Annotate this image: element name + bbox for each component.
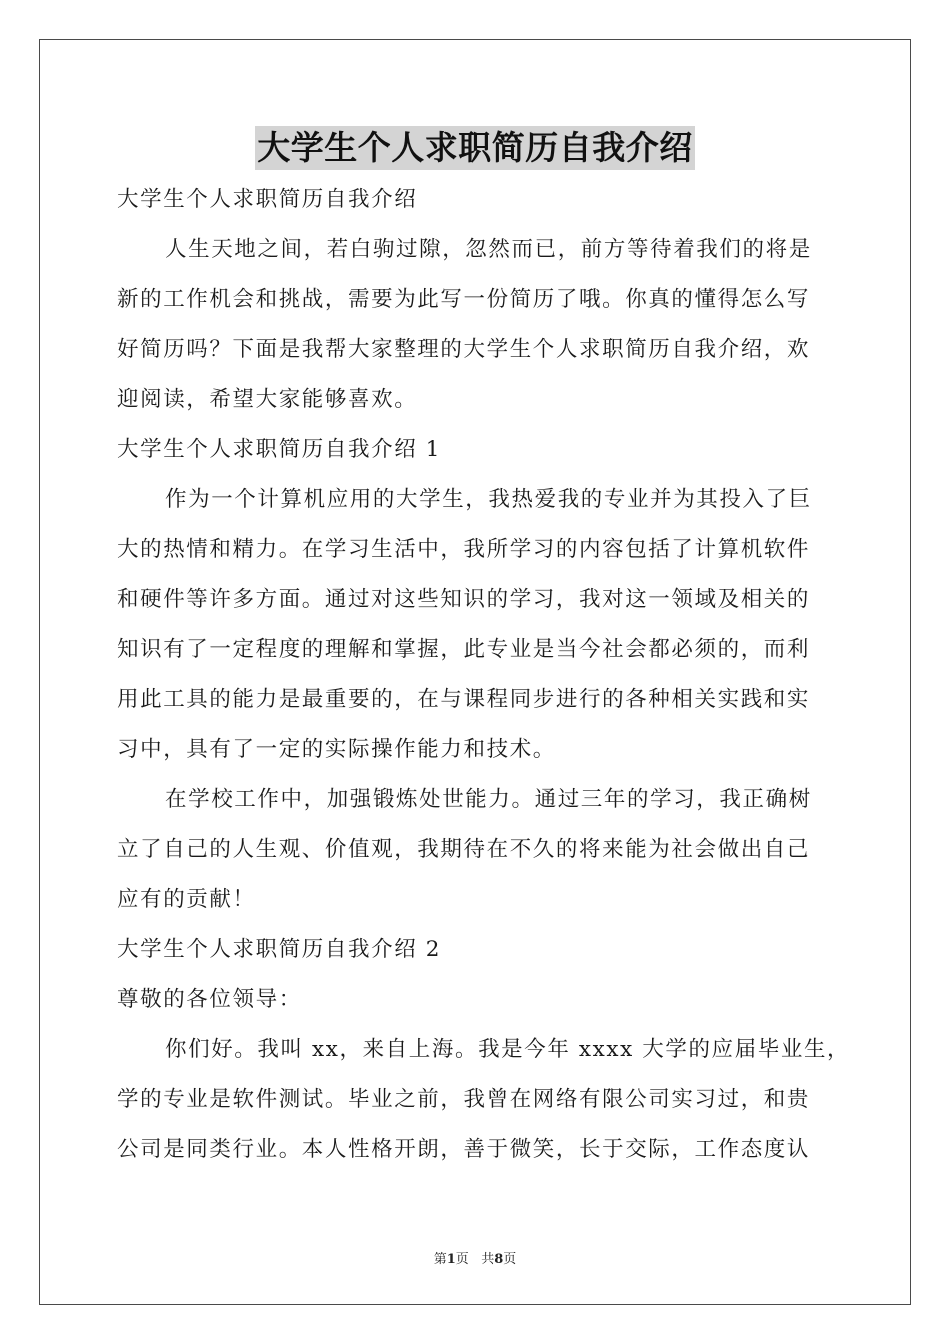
paragraph-line: 和硬件等许多方面。通过对这些知识的学习，我对这一领域及相关的 (117, 587, 811, 612)
paragraph-line: 学的专业是软件测试。毕业之前，我曾在网络有限公司实习过，和贵 (117, 1087, 811, 1112)
document-title: 大学生个人求职简历自我介绍 (255, 126, 695, 170)
paragraph-line: 新的工作机会和挑战，需要为此写一份简历了哦。你真的懂得怎么写 (117, 287, 811, 312)
total-label-suffix: 页 (503, 1252, 517, 1267)
page-footer (0, 1248, 950, 1267)
paragraph-line: 用此工具的能力是最重要的，在与课程同步进行的各种相关实践和实 (117, 687, 811, 712)
paragraph-line: 作为一个计算机应用的大学生，我热爱我的专业并为其投入了巨 (165, 487, 812, 512)
page-label-prefix: 第 (433, 1252, 447, 1267)
heading-line: 大学生个人求职简历自我介绍 2 (117, 937, 442, 962)
paragraph-line: 立了自己的人生观、价值观，我期待在不久的将来能为社会做出自己 (117, 837, 811, 862)
page-label-suffix: 页 (455, 1252, 469, 1267)
total-page-number: 8 (494, 1252, 504, 1267)
paragraph-line: 你们好。我叫 xx，来自上海。我是今年 xxxx 大学的应届毕业生， (165, 1037, 851, 1062)
total-label-prefix: 共 (481, 1252, 495, 1267)
title-container (0, 126, 950, 170)
document-body (117, 175, 851, 1175)
heading-line: 大学生个人求职简历自我介绍 (117, 187, 418, 212)
paragraph-line: 应有的贡献！ (117, 887, 256, 912)
paragraph-line: 人生天地之间，若白驹过隙，忽然而已，前方等待着我们的将是 (165, 237, 812, 262)
current-page-number: 1 (446, 1252, 456, 1267)
paragraph-line: 好简历吗？下面是我帮大家整理的大学生个人求职简历自我介绍，欢 (117, 337, 811, 362)
paragraph-line: 大的热情和精力。在学习生活中，我所学习的内容包括了计算机软件 (117, 537, 811, 562)
paragraph-line: 在学校工作中，加强锻炼处世能力。通过三年的学习，我正确树 (165, 787, 812, 812)
paragraph-line: 公司是同类行业。本人性格开朗，善于微笑，长于交际，工作态度认 (117, 1137, 811, 1162)
paragraph-line: 习中，具有了一定的实际操作能力和技术。 (117, 737, 556, 762)
heading-line: 大学生个人求职简历自我介绍 1 (117, 437, 442, 462)
paragraph-line: 迎阅读，希望大家能够喜欢。 (117, 387, 418, 412)
paragraph-line: 知识有了一定程度的理解和掌握，此专业是当今社会都必须的，而利 (117, 637, 811, 662)
heading-line: 尊敬的各位领导： (117, 987, 302, 1012)
